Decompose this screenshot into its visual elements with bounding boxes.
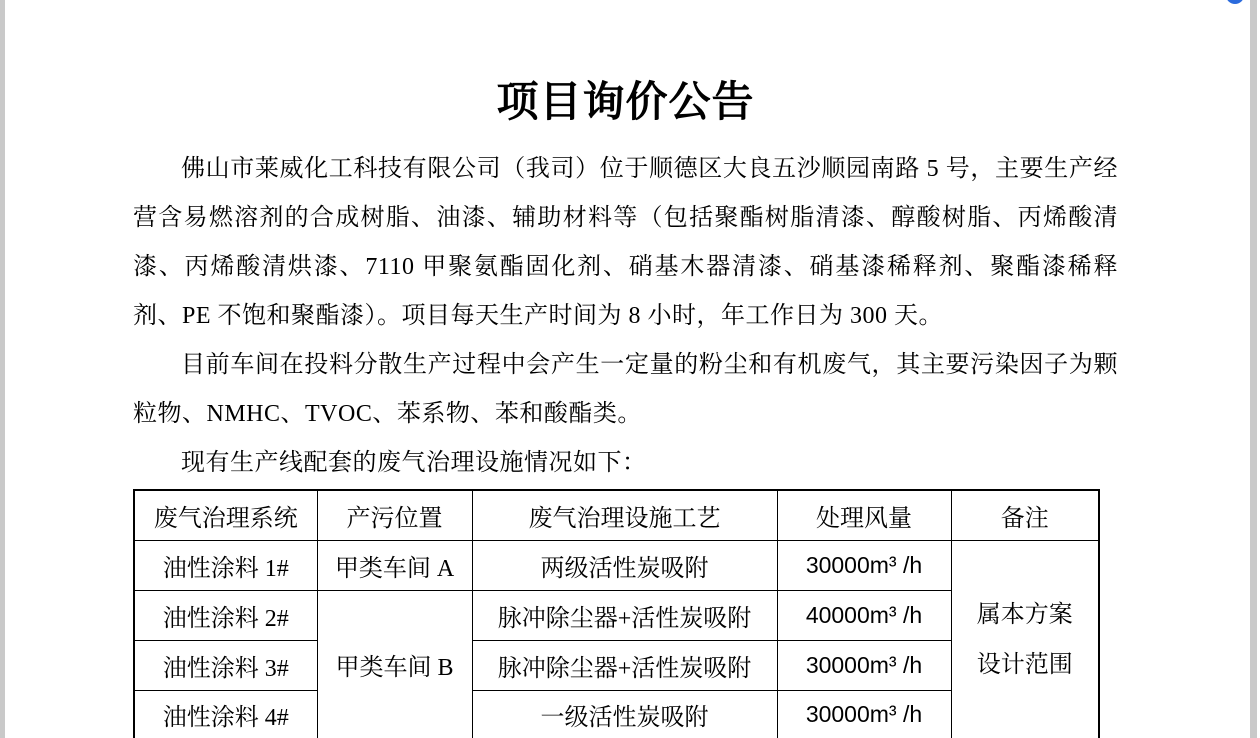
waste-gas-treatment-table (133, 489, 1100, 738)
cell-air-volume: 30000m³ /h (777, 540, 951, 590)
header-cell-remark: 备注 (951, 490, 1099, 540)
app-background-right-strip (1250, 0, 1257, 738)
document-title: 项目询价公告 (496, 80, 755, 126)
cell-process: 脉冲除尘器+活性炭吸附 (472, 590, 777, 640)
cell-system: 油性涂料 1# (134, 540, 317, 590)
header-cell-air-volume: 处理风量 (777, 490, 951, 540)
cell-system: 油性涂料 2# (134, 590, 317, 640)
cell-air-volume: 40000m³ /h (777, 590, 951, 640)
cell-process: 脉冲除尘器+活性炭吸附 (472, 640, 777, 690)
paragraph-table-intro: 现有生产线配套的废气治理设施情况如下： (181, 450, 647, 476)
cell-system: 油性涂料 4# (134, 690, 317, 738)
remark-line-2: 设计范围 (976, 651, 1073, 678)
table-header-row (134, 490, 1099, 540)
cell-process: 两级活性炭吸附 (472, 540, 777, 590)
header-cell-process: 废气治理设施工艺 (472, 490, 777, 540)
paragraph-pollutants: 目前车间在投料分散生产过程中会产生一定量的粉尘和有机废气，其主要污染因子为颗粒物、NMHC、TVOC、苯系物、苯和酸酯类。 (133, 352, 1118, 427)
cell-remark-merged (951, 540, 1099, 738)
header-cell-location: 产污位置 (317, 490, 472, 540)
cell-air-volume: 30000m³ /h (777, 640, 951, 690)
paragraph-company-intro: 佛山市莱威化工科技有限公司（我司）位于顺德区大良五沙顺园南路 5 号，主要生产经营含易燃溶剂的合成树脂、油漆、辅助材料等（包括聚酯树脂清漆、醇酸树脂、丙烯酸清漆、丙烯酸清烘漆、7110 甲聚氨酯固化剂、硝基木器清漆、硝基漆稀释剂、聚酯漆稀释剂、PE 不饱和聚酯漆）。项目每天生产时间为 8 小时，年工作日为 300 天。 (133, 156, 1118, 329)
cell-system: 油性涂料 3# (134, 640, 317, 690)
app-background-left-strip (0, 0, 5, 738)
cell-process: 一级活性炭吸附 (472, 690, 777, 738)
cell-location: 甲类车间 A (317, 540, 472, 590)
cell-location-merged: 甲类车间 B (317, 590, 472, 738)
cell-air-volume: 30000m³ /h (777, 690, 951, 738)
document-content (133, 0, 1118, 738)
remark-line-1: 属本方案 (976, 601, 1073, 628)
table-row (134, 540, 1099, 590)
header-cell-system: 废气治理系统 (134, 490, 317, 540)
